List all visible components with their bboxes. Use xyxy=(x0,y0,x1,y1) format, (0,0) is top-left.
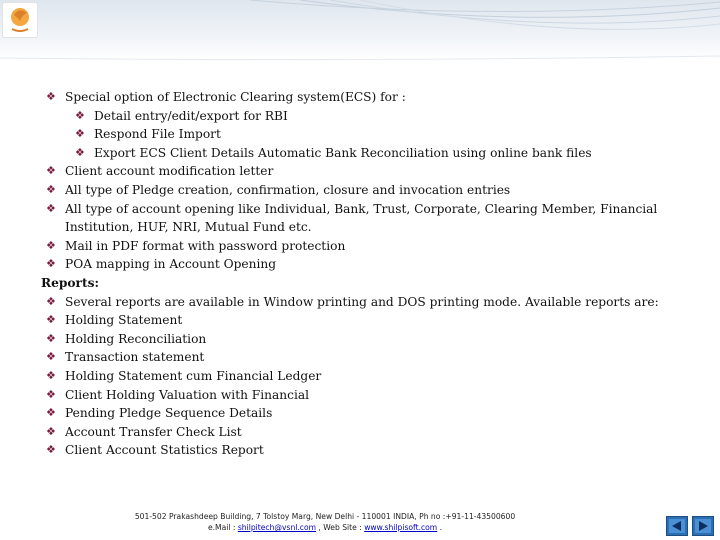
bullet-icon: ❖ xyxy=(46,368,56,382)
list-item xyxy=(46,441,686,460)
bullet-icon: ❖ xyxy=(46,406,56,420)
list-item-text: Client Holding Valuation with Financial xyxy=(65,387,310,402)
sub-list-item xyxy=(46,144,686,163)
section-heading xyxy=(41,274,686,293)
list-item-text: Client account modification letter xyxy=(65,164,274,179)
bullet-icon: ❖ xyxy=(75,127,85,141)
footer-suffix: . xyxy=(437,523,443,532)
footer xyxy=(0,511,650,533)
list-item-text: Detail entry/edit/export for RBI xyxy=(94,108,288,123)
bullet-icon: ❖ xyxy=(46,443,56,457)
section-heading-text: Reports: xyxy=(41,275,99,290)
bullet-icon: ❖ xyxy=(75,145,85,159)
footer-web-label: , Web Site : xyxy=(316,523,365,532)
list-item xyxy=(46,367,686,386)
list-item xyxy=(46,423,686,442)
list-item xyxy=(46,88,686,107)
footer-address: 501-502 Prakashdeep Building, 7 Tolstoy Marg, New Delhi - 110001 INDIA, Ph no :+91-11-43500600 xyxy=(134,512,516,521)
list-item xyxy=(46,330,686,349)
list-item xyxy=(46,181,686,200)
next-slide-button[interactable] xyxy=(692,516,714,536)
bullet-icon: ❖ xyxy=(46,424,56,438)
list-item-text: Account Transfer Check List xyxy=(65,424,242,439)
bullet-icon: ❖ xyxy=(46,201,56,215)
prev-arrow-icon xyxy=(667,517,687,535)
list-item xyxy=(46,311,686,330)
bullet-icon: ❖ xyxy=(46,387,56,401)
sub-list-item xyxy=(46,107,686,126)
list-item xyxy=(46,386,686,405)
footer-email-link[interactable]: shilpitech@vsnl.com xyxy=(237,523,316,532)
list-item xyxy=(46,237,686,256)
prev-slide-button[interactable] xyxy=(666,516,688,536)
sub-list-item xyxy=(46,125,686,144)
list-item xyxy=(46,255,686,274)
list-item-text: All type of Pledge creation, confirmation, closure and invocation entries xyxy=(65,182,511,197)
list-item-text: Holding Reconciliation xyxy=(65,331,207,346)
list-item-text: Special option of Electronic Clearing system(ECS) for : xyxy=(65,90,406,104)
footer-contact xyxy=(0,522,650,533)
footer-email-label: e.Mail : xyxy=(207,523,238,532)
list-item xyxy=(46,162,686,181)
company-logo xyxy=(2,2,38,38)
list-item-text: POA mapping in Account Opening xyxy=(65,257,277,272)
list-item-text: Transaction statement xyxy=(65,350,205,365)
bullet-icon: ❖ xyxy=(46,238,56,252)
bullet-icon: ❖ xyxy=(46,294,56,308)
list-item-text: Export ECS Client Details Automatic Bank Reconciliation using online bank files xyxy=(94,145,592,160)
list-item-text: All type of account opening like Individual, Bank, Trust, Corporate, Clearing Member, Financial Institution, HUF, NRI, Mutual Fund etc. xyxy=(65,201,658,235)
bullet-icon: ❖ xyxy=(46,313,56,327)
list-item-text: Holding Statement xyxy=(65,313,183,328)
bullet-icon: ❖ xyxy=(46,182,56,196)
bullet-icon: ❖ xyxy=(46,257,56,271)
bullet-icon: ❖ xyxy=(46,350,56,364)
list-item-text: Client Account Statistics Report xyxy=(65,443,264,458)
feature-list xyxy=(41,88,686,460)
list-item xyxy=(46,348,686,367)
header-swoosh-lines xyxy=(0,0,720,62)
list-item xyxy=(46,200,686,237)
logo-emblem-icon xyxy=(3,3,37,37)
bullet-icon: ❖ xyxy=(46,164,56,178)
list-item-text: Pending Pledge Sequence Details xyxy=(65,406,273,421)
list-item-text: Holding Statement cum Financial Ledger xyxy=(65,368,322,383)
bullet-icon: ❖ xyxy=(46,331,56,345)
bullet-icon: ❖ xyxy=(75,108,85,122)
list-item xyxy=(46,293,686,312)
list-item xyxy=(46,404,686,423)
list-item-text: Mail in PDF format with password protection xyxy=(65,238,346,253)
footer-website-link[interactable]: www.shilpisoft.com xyxy=(364,523,438,532)
next-arrow-icon xyxy=(693,517,713,535)
bullet-icon: ❖ xyxy=(46,90,56,103)
list-item-text: Several reports are available in Window printing and DOS printing mode. Available reports are: xyxy=(65,294,659,309)
list-item-text: Respond File Import xyxy=(94,127,221,142)
